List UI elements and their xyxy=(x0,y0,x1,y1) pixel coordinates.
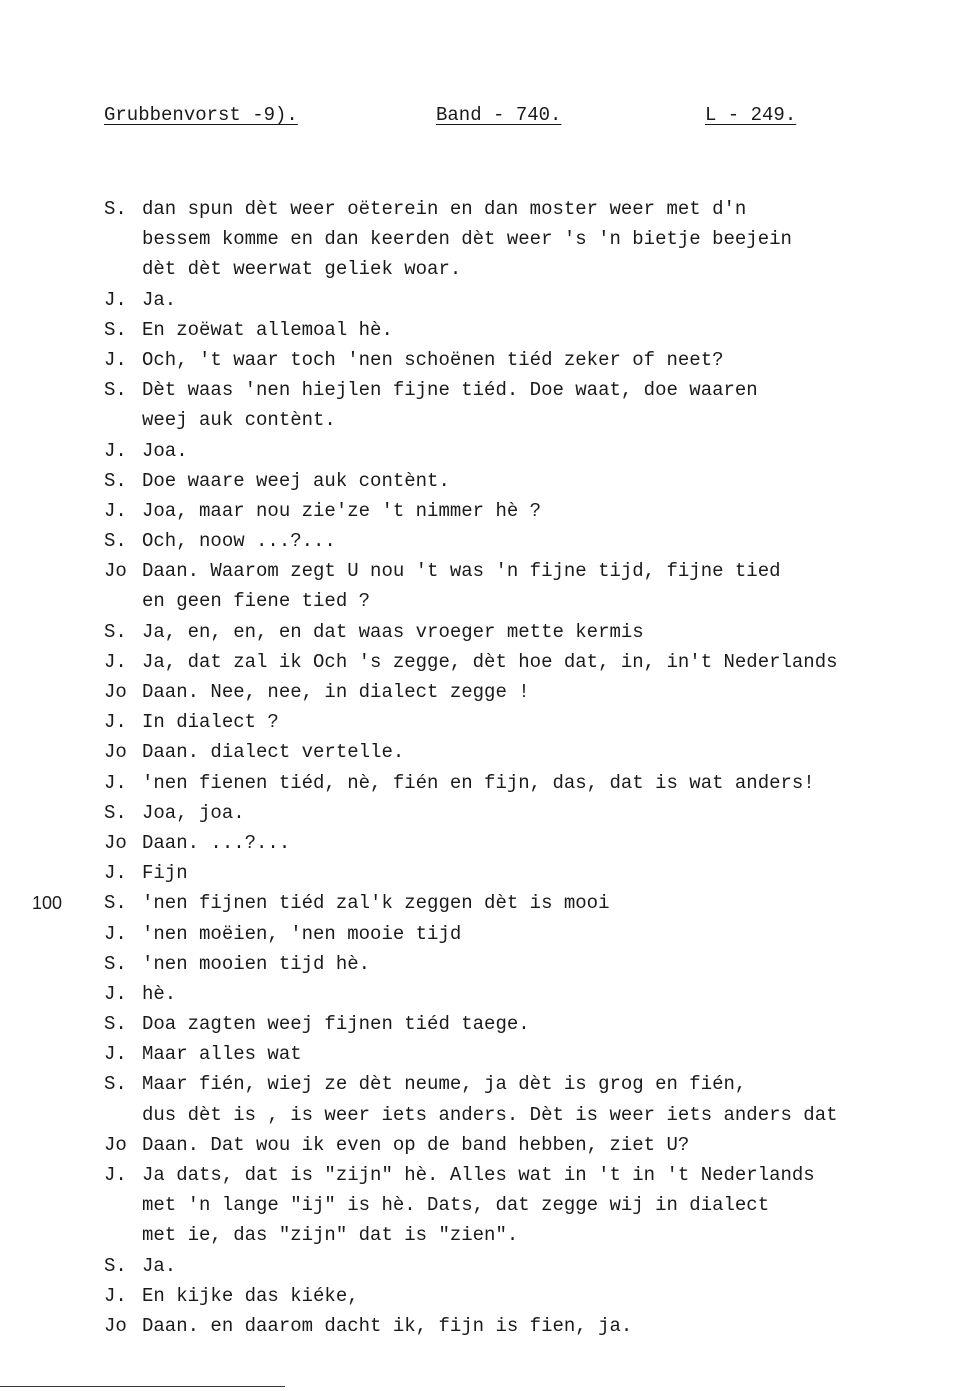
transcript-line xyxy=(0,858,979,888)
transcript-line xyxy=(0,224,979,254)
utterance-text: 'nen mooien tijd hè. xyxy=(142,952,371,975)
transcript-line xyxy=(0,979,979,1009)
utterance-text: Daan. ...?... xyxy=(142,831,291,854)
utterance-text: Maar alles wat xyxy=(142,1043,302,1066)
utterance-text: Ja. xyxy=(142,288,177,311)
utterance-text: Och, 't waar toch 'nen schoënen tiéd zeker of neet? xyxy=(142,348,724,371)
utterance-text: dèt dèt weerwat geliek woar. xyxy=(142,258,462,281)
utterance-text: Daan. en daarom dacht ik, fijn is fien, ja. xyxy=(142,1314,633,1337)
speaker-label: S. xyxy=(104,952,127,975)
transcript-line xyxy=(0,586,979,616)
speaker-label: Jo xyxy=(104,831,127,854)
speaker-label: J. xyxy=(104,348,127,371)
transcript-line xyxy=(0,677,979,707)
utterance-text: 'nen fijnen tiéd zal'k zeggen dèt is mooi xyxy=(142,892,610,915)
utterance-text: Och, noow ...?... xyxy=(142,530,336,553)
transcript-line xyxy=(0,798,979,828)
transcript-line xyxy=(0,888,979,918)
transcript-line xyxy=(0,1130,979,1160)
utterance-text: En kijke das kiéke, xyxy=(142,1284,359,1307)
header-page-number: L - 249. xyxy=(705,104,797,126)
transcript-line xyxy=(0,1100,979,1130)
utterance-text: Daan. Nee, nee, in dialect zegge ! xyxy=(142,681,530,703)
utterance-text: 'nen moëien, 'nen mooie tijd xyxy=(142,922,462,945)
speaker-label: J. xyxy=(104,439,127,462)
speaker-label: S. xyxy=(104,801,127,824)
footer-rule xyxy=(0,1386,285,1387)
transcript-line xyxy=(0,285,979,315)
speaker-label: J. xyxy=(104,1164,127,1186)
transcript-line xyxy=(0,1009,979,1039)
speaker-label: J. xyxy=(104,922,127,945)
utterance-text: hè. xyxy=(142,982,177,1005)
header-tape-number: Band - 740. xyxy=(436,104,562,126)
transcript-line xyxy=(0,526,979,556)
speaker-label: J. xyxy=(104,650,127,673)
speaker-label: J. xyxy=(104,771,127,794)
speaker-label: J. xyxy=(104,711,127,734)
utterance-text: en geen fiene tied ? xyxy=(142,590,371,613)
utterance-text: Joa, maar nou zie'ze 't nimmer hè ? xyxy=(142,499,542,522)
utterance-text: Daan. Dat wou ik even op de band hebben, ziet U? xyxy=(142,1133,690,1156)
transcript-line xyxy=(0,496,979,526)
utterance-text: Ja, dat zal ik Och 's zegge, dèt hoe dat, in, in't Nederlands xyxy=(142,650,838,673)
transcript-line xyxy=(0,254,979,284)
transcript-line xyxy=(0,194,979,224)
transcript-line xyxy=(0,647,979,677)
speaker-label: Jo xyxy=(104,1133,127,1156)
utterance-text: Joa. xyxy=(142,439,188,462)
utterance-text: met 'n lange "ij" is hè. Dats, dat zegge wij in dialect xyxy=(142,1194,770,1217)
utterance-text: 'nen fienen tiéd, nè, fién en fijn, das, dat is wat anders! xyxy=(142,771,815,794)
speaker-label: S. xyxy=(104,198,127,220)
transcript-line xyxy=(0,1069,979,1099)
transcript-line xyxy=(0,556,979,586)
transcript-line xyxy=(0,315,979,345)
utterance-text: Daan. Waarom zegt U nou 't was 'n fijne tijd, fijne tied xyxy=(142,560,781,583)
transcript-line xyxy=(0,436,979,466)
speaker-label: S. xyxy=(104,1073,127,1096)
transcript-line xyxy=(0,1220,979,1250)
speaker-label: S. xyxy=(104,318,127,341)
utterance-text: Ja, en, en, en dat waas vroeger mette kermis xyxy=(142,620,644,643)
utterance-text: weej auk contènt. xyxy=(142,409,336,432)
utterance-text: Maar fién, wiej ze dèt neume, ja dèt is grog en fién, xyxy=(142,1073,747,1096)
transcript-line xyxy=(0,1190,979,1220)
transcript-line xyxy=(0,345,979,375)
speaker-label: S. xyxy=(104,1013,127,1036)
transcript-line xyxy=(0,768,979,798)
speaker-label: S. xyxy=(104,1254,127,1277)
transcript-line xyxy=(0,919,979,949)
utterance-text: Doa zagten weej fijnen tiéd taege. xyxy=(142,1013,530,1036)
speaker-label: J. xyxy=(104,288,127,311)
transcript-line xyxy=(0,617,979,647)
speaker-label: Jo xyxy=(104,681,127,703)
utterance-text: En zoëwat allemoal hè. xyxy=(142,318,393,341)
transcript-line xyxy=(0,1311,979,1341)
transcript-line xyxy=(0,1039,979,1069)
utterance-text: Fijn xyxy=(142,862,188,885)
transcript-line xyxy=(0,1251,979,1281)
line-number: 100 xyxy=(32,893,63,914)
speaker-label: S. xyxy=(104,530,127,553)
utterance-text: bessem komme en dan keerden dèt weer 's 'n bietje beejein xyxy=(142,228,792,251)
utterance-text: Dèt waas 'nen hiejlen fijne tiéd. Doe waat, doe waaren xyxy=(142,379,758,402)
utterance-text: In dialect ? xyxy=(142,711,279,734)
speaker-label: S. xyxy=(104,892,127,915)
transcript-line xyxy=(0,405,979,435)
transcript-line xyxy=(0,828,979,858)
utterance-text: Ja. xyxy=(142,1254,177,1277)
transcript-line xyxy=(0,737,979,767)
transcript-body xyxy=(0,194,979,1341)
utterance-text: Daan. dialect vertelle. xyxy=(142,741,405,764)
speaker-label: S. xyxy=(104,379,127,402)
speaker-label: J. xyxy=(104,1043,127,1066)
utterance-text: Joa, joa. xyxy=(142,801,245,824)
transcript-line xyxy=(0,375,979,405)
speaker-label: J. xyxy=(104,982,127,1005)
utterance-text: met ie, das "zijn" dat is "zien". xyxy=(142,1224,519,1247)
speaker-label: S. xyxy=(104,620,127,643)
transcript-line xyxy=(0,1281,979,1311)
page-header xyxy=(0,104,979,134)
utterance-text: dan spun dèt weer oëterein en dan moster weer met d'n xyxy=(142,198,747,220)
transcript-line xyxy=(0,1160,979,1190)
utterance-text: Ja dats, dat is "zijn" hè. Alles wat in 't in 't Nederlands xyxy=(142,1164,815,1186)
speaker-label: J. xyxy=(104,499,127,522)
transcript-line xyxy=(0,707,979,737)
transcript-line xyxy=(0,949,979,979)
utterance-text: dus dèt is , is weer iets anders. Dèt is weer iets anders dat xyxy=(142,1103,838,1126)
header-location: Grubbenvorst -9). xyxy=(104,104,298,126)
utterance-text: Doe waare weej auk contènt. xyxy=(142,469,450,492)
speaker-label: Jo xyxy=(104,1314,127,1337)
speaker-label: J. xyxy=(104,862,127,885)
speaker-label: J. xyxy=(104,1284,127,1307)
speaker-label: S. xyxy=(104,469,127,492)
speaker-label: Jo xyxy=(104,560,127,583)
transcript-line xyxy=(0,466,979,496)
speaker-label: Jo xyxy=(104,741,127,764)
